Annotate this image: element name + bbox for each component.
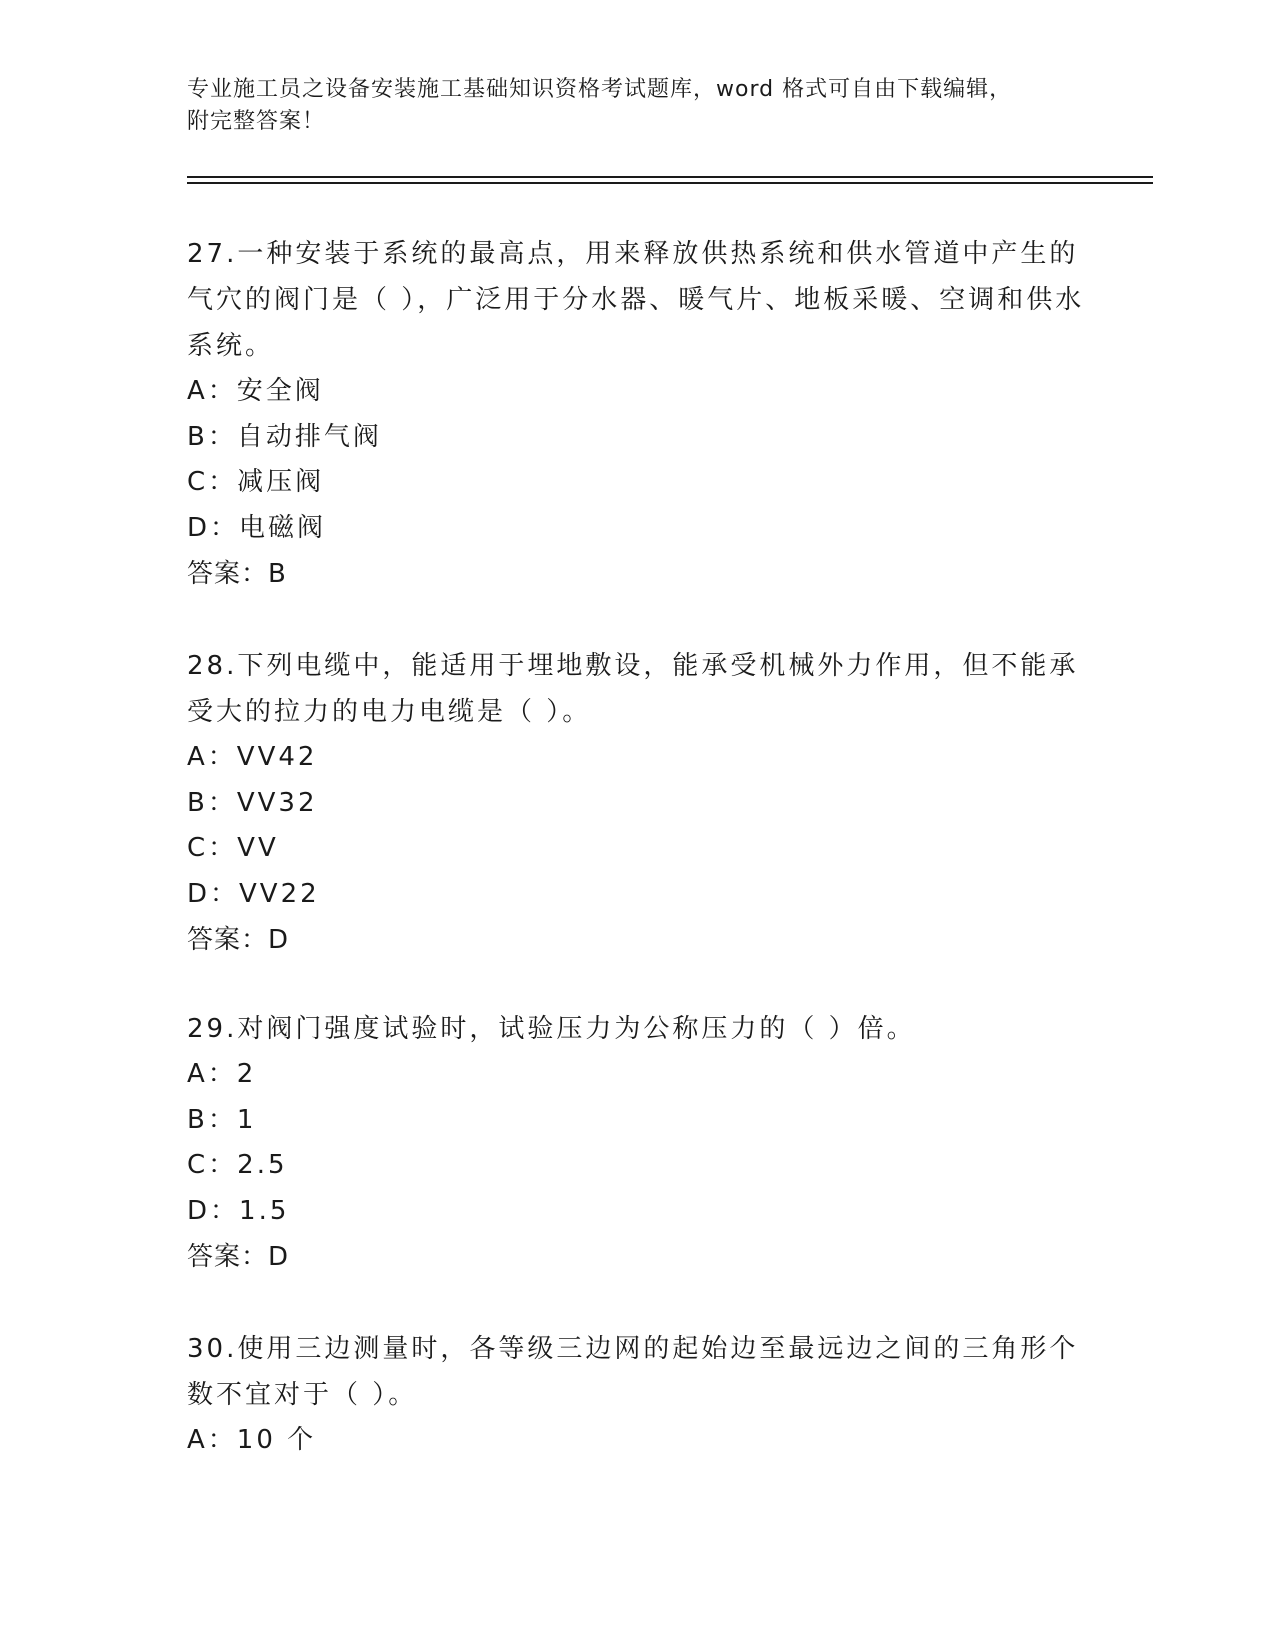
header-divider-top — [187, 176, 1153, 178]
option-a: A：VV42 — [187, 742, 318, 772]
option-b: B：VV32 — [187, 787, 318, 818]
option-d: D：电磁阀 — [187, 512, 327, 543]
option-a: A：2 — [187, 1059, 257, 1089]
question-stem: 27.一种安装于系统的最高点，用来释放供热系统和供水管道中产生的气穴的阀门是（ ），广泛用于分水器、暖气片、地板采暖、空调和供水系统。 — [187, 239, 1085, 361]
option-c: C：2.5 — [187, 1150, 288, 1180]
question-30 — [187, 1326, 1087, 1464]
option-b: B：1 — [187, 1104, 257, 1135]
option-d: D：1.5 — [187, 1195, 290, 1226]
answer-line: 答案：D — [187, 1242, 290, 1272]
option-d: D：VV22 — [187, 878, 320, 909]
option-a: A：10 个 — [187, 1425, 317, 1455]
option-a: A：安全阀 — [187, 376, 324, 406]
header-divider-bottom — [187, 182, 1153, 184]
question-29 — [187, 1006, 1087, 1280]
option-c: C：减压阀 — [187, 467, 325, 497]
answer-line: 答案：B — [187, 559, 287, 589]
question-stem: 28.下列电缆中，能适用于埋地敷设，能承受机械外力作用，但不能承受大的拉力的电力电缆是（ ）。 — [187, 651, 1079, 727]
option-c: C：VV — [187, 833, 279, 863]
question-stem: 30.使用三边测量时，各等级三边网的起始边至最远边之间的三角形个数不宜对于（ ）。 — [187, 1334, 1079, 1410]
option-b: B：自动排气阀 — [187, 421, 382, 452]
document-header — [187, 74, 1087, 138]
answer-line: 答案：D — [187, 925, 290, 955]
header-line-2: 附完整答案！ — [187, 109, 326, 134]
header-line-1: 专业施工员之设备安装施工基础知识资格考试题库，word 格式可自由下载编辑， — [187, 77, 1013, 102]
question-28 — [187, 643, 1087, 963]
question-27 — [187, 231, 1087, 597]
question-stem: 29.对阀门强度试验时，试验压力为公称压力的（ ）倍。 — [187, 1014, 916, 1044]
